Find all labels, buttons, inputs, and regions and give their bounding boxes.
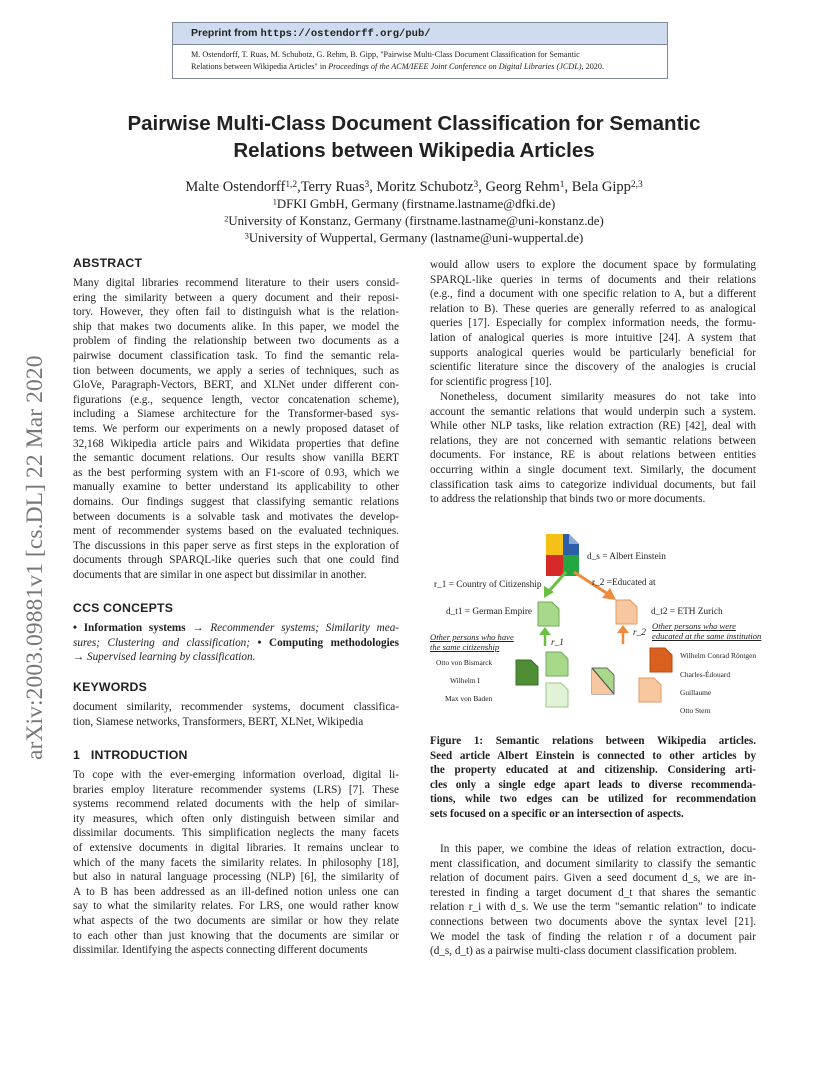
text-line: A to B has been addressed as an ill-defined notion unless one can [73, 885, 399, 898]
text-line: relations, they are not concerned with semantic relations between [430, 434, 756, 447]
ccs-heading: CCS CONCEPTS [73, 601, 174, 615]
text-line: figurations (e.g., sequence length, vector concatenation scheme), [73, 393, 399, 406]
right-column-paragraph-3 [430, 842, 756, 959]
keywords-body [73, 700, 399, 729]
text-line: the property educated at and citizenship. Considering arti- [430, 764, 756, 777]
text-line: account the semantic relations that would underpin such a system. [430, 405, 756, 418]
relation-r1-small-label: r_1 [551, 638, 564, 648]
figure-caption [430, 734, 756, 822]
right-column-paragraph-1 [430, 258, 756, 389]
text-line: occurring within a single document text. Similarly, the document [430, 463, 756, 476]
preprint-banner [172, 22, 668, 79]
text-line: as the best performing system with an F1-score of 0.93, which we [73, 466, 399, 479]
seed-document-icon [546, 534, 579, 576]
text-line: relation to B). These queries are generally referred to as analogical [430, 302, 756, 315]
person-label: Otto Stern [680, 706, 711, 715]
relation-r1-label: r_1 = Country of Citizenship [434, 580, 542, 590]
text-line: including a Siamese architecture for the Transformer-based sys- [73, 408, 399, 421]
person-document-icon [639, 678, 661, 702]
text-line: Figure 1: Semantic relations between Wikipedia articles. [430, 735, 756, 747]
text-line: relation of document pairs. Given a seed document d_s, we are in- [430, 872, 756, 885]
text-line: (d_s, d_t) as a pairwise multi-class document classification problem. [430, 945, 737, 958]
right-group-title: Other persons who were educated at the same institution [652, 621, 762, 641]
text-line: ment classification, and document similarity to classify the semantic [430, 857, 756, 870]
text-line: domains. Our findings suggest that classifying semantic relations [73, 495, 399, 508]
text-line: (e.g., find a document with one specific relation to A, but a different [430, 288, 756, 301]
text-line: systems recommend related documents with the help of similar- [73, 798, 399, 811]
arrow-up-green [539, 627, 551, 646]
target-document-1-label: d_t1 = German Empire [446, 607, 533, 617]
text-line: for scientific progress [10]. [430, 375, 552, 388]
citation-line-1: M. Ostendorff, T. Ruas, M. Schubotz, G. Rehm, B. Gipp, "Pairwise Multi-Class Document Classification for Semantic [191, 50, 580, 59]
citation-line-2: Relations between Wikipedia Articles" in Proceedings of the ACM/IEEE Joint Conference on Digital Libraries (JCDL), 2020. [191, 61, 605, 71]
text-line: dissimilar. Identifying the aspects connecting different documents [73, 944, 368, 957]
text-line: In this paper, we combine the ideas of relation extraction, docu- [440, 843, 756, 855]
person-label: Wilhelm Conrad Röntgen [680, 651, 757, 660]
ccs-body: • Information systems → Recommender systems; Similarity mea- sures; Clustering and classification; • Computing methodologies → Supervised learning by classification. [73, 622, 400, 664]
intro-heading: 1 INTRODUCTION [73, 748, 188, 762]
figure-1 [426, 528, 771, 723]
paper-title: Pairwise Multi-Class Document Classification for Semantic Relations between Wikipedia Articles [127, 112, 701, 162]
author-list: Malte Ostendorff$^{1,2}$,Terry Ruas$^3$, Moritz Schubotz$^3$, Georg Rehm$^1$, Bela Gipp$^{2,3}$ [185, 179, 643, 195]
text-line: would allow users to explore the document space by formulating [430, 259, 756, 271]
intro-body [73, 768, 399, 958]
text-line: sets focused on a specific or an intersection of aspects. [430, 807, 684, 820]
text-line: We model the task of finding the relation r of a document pair [430, 930, 756, 943]
preprint-banner-header [173, 23, 667, 45]
text-line: problem of finding the relationship between two documents as a [73, 335, 399, 348]
seed-document-label: d_s = Albert Einstein [587, 552, 666, 562]
text-line: Many digital libraries recommend literature to their users consid- [73, 277, 399, 289]
text-line: ering the similarity between a query document and their reposi- [73, 291, 399, 304]
person-label: Max von Baden [445, 694, 493, 703]
arrow-up-orange [617, 625, 629, 644]
text-line: queries [17]. Especially for complex information needs, the formu- [430, 317, 756, 330]
person-label: Otto von Bismarck [436, 658, 493, 667]
preprint-citation [173, 45, 667, 72]
text-line: say to what the similarity relates. For LRS, one would rather know [73, 900, 399, 913]
keywords-heading: KEYWORDS [73, 680, 148, 694]
text-line: dissimilar documents. This simplification neglects the many facets [73, 827, 399, 840]
text-line: the semantic document relations. Our results show vanilla BERT [73, 452, 399, 465]
relation-r2-small-label: r_2 [633, 628, 646, 638]
text-line: documents through SPARQL-like queries such that one could find [73, 554, 399, 567]
right-column-paragraph-2 [430, 390, 756, 507]
affiliation-2: $^2$University of Konstanz, Germany (firstname.lastname@uni-konstanz.de) [224, 214, 604, 228]
text-line: to address the relationship that binds two or more documents. [430, 493, 706, 506]
text-line: braries employ literature recommender systems (LRS) [7]. These [73, 783, 399, 796]
relation-r2-label: r_2 =Educated at [592, 578, 656, 588]
text-line: cles only a single edge apart leads to diverse recommenda- [430, 778, 756, 791]
text-line: but also in natural language processing (NLP) [6], the similarity of [73, 871, 399, 884]
text-line: Nonetheless, document similarity measures do not take into [440, 391, 756, 403]
text-line: pairwise document classification task. To find the semantic rela- [73, 349, 399, 362]
arxiv-stamp: arXiv:2003.09881v1 [cs.DL] 22 Mar 2020 [22, 355, 48, 760]
target-document-icon-2 [616, 600, 637, 624]
text-line: documents. For instance, RE is about relations between entities [430, 449, 756, 462]
text-line: supports analogical queries would be particularly beneficial for [430, 346, 756, 359]
person-label: Wilhelm I [450, 676, 480, 685]
text-line: tion between documents, we apply a series of techniques, such as [73, 364, 399, 377]
text-line: what aspects of the two documents are similar or how they relate [73, 914, 399, 927]
person-document-icon [592, 668, 614, 694]
text-line: ment of recommender systems based on the evaluated techniques. [73, 525, 399, 538]
text-line: to each other than just knowing that the documents are similar or [73, 929, 399, 942]
target-document-icon-1 [538, 602, 559, 626]
text-line: relation r_i with d_s. We use the term "semantic relation" to indicate [430, 901, 756, 914]
person-document-icon [650, 648, 672, 672]
left-group-title: Other persons who have the same citizenship [430, 632, 514, 652]
text-line: which of the many facets the similarity relates. In philosophy [18], [73, 856, 399, 869]
text-line: SPARQL-like queries in terms of documents and their relations [430, 273, 756, 286]
text-line: While other NLP tasks, like relation extraction (RE) [42], deal with [430, 420, 756, 433]
text-line: lation of analogical queries is more intuitive [24]. A system that [430, 331, 756, 344]
text-line: ity measures, which often only distinguish between similar and [73, 812, 399, 825]
text-line: tions, while two edges can be utilized for recommendation [430, 793, 756, 806]
preprint-label: Preprint from [191, 27, 261, 39]
text-line: of extensive documents in digital libraries. It remains unclear to [73, 841, 399, 854]
text-line: tion, Siamese networks, Transformers, BERT, XLNet, Wikipedia [73, 715, 364, 728]
text-line: between documents is a solvable task and motivates the develop- [73, 510, 399, 523]
target-document-2-label: d_t2 = ETH Zurich [651, 607, 723, 617]
text-line: The discussions in this paper serve as first steps in the exploration of [73, 539, 399, 552]
person-document-icon [546, 652, 568, 676]
text-line: ship that makes two documents alike. In this paper, we model the [73, 320, 399, 333]
person-document-icon [546, 683, 568, 707]
person-document-icon [516, 660, 538, 685]
text-line: 32,168 Wikipedia article pairs and Wikidata properties that define [73, 437, 399, 450]
text-line: Seed article Albert Einstein is connected to other articles by [430, 749, 756, 762]
text-line: tory. However, they often fail to distinguish what is the relation- [73, 306, 399, 319]
text-line: GloVe, Paragraph-Vectors, BERT, and XLNet under different con- [73, 379, 399, 392]
preprint-url-link[interactable]: https://ostendorff.org/pub/ [260, 28, 431, 40]
affiliation-3: $^3$University of Wuppertal, Germany (lastname@uni-wuppertal.de) [244, 231, 584, 245]
abstract-heading: ABSTRACT [73, 256, 143, 270]
abstract-body [73, 276, 399, 582]
text-line: document similarity, recommender systems, document classifica- [73, 701, 399, 713]
text-line: To cope with the ever-emerging information overload, digital li- [73, 769, 399, 781]
person-label: Charles-Édouard [680, 670, 731, 679]
text-line: manually examine to better understand its applicability to other [73, 481, 399, 494]
text-line: classification task aims to categorize individual documents, but fail [430, 478, 756, 491]
person-label: Guillaume [680, 688, 712, 697]
text-line: documents that are similar in one aspect but dissimilar in another. [73, 568, 367, 581]
affiliation-1: $^1$DFKI GmbH, Germany (firstname.lastname@dfki.de) [272, 197, 556, 211]
text-line: scientific literature since the discovery of the analogies is crucial [430, 361, 756, 374]
text-line: tems. We perform our experiments on a newly proposed dataset of [73, 422, 399, 435]
text-line: connections between two documents above the syntax level [21]. [430, 915, 756, 928]
text-line: terested in finding a target document d_t that shares the semantic [430, 886, 756, 899]
